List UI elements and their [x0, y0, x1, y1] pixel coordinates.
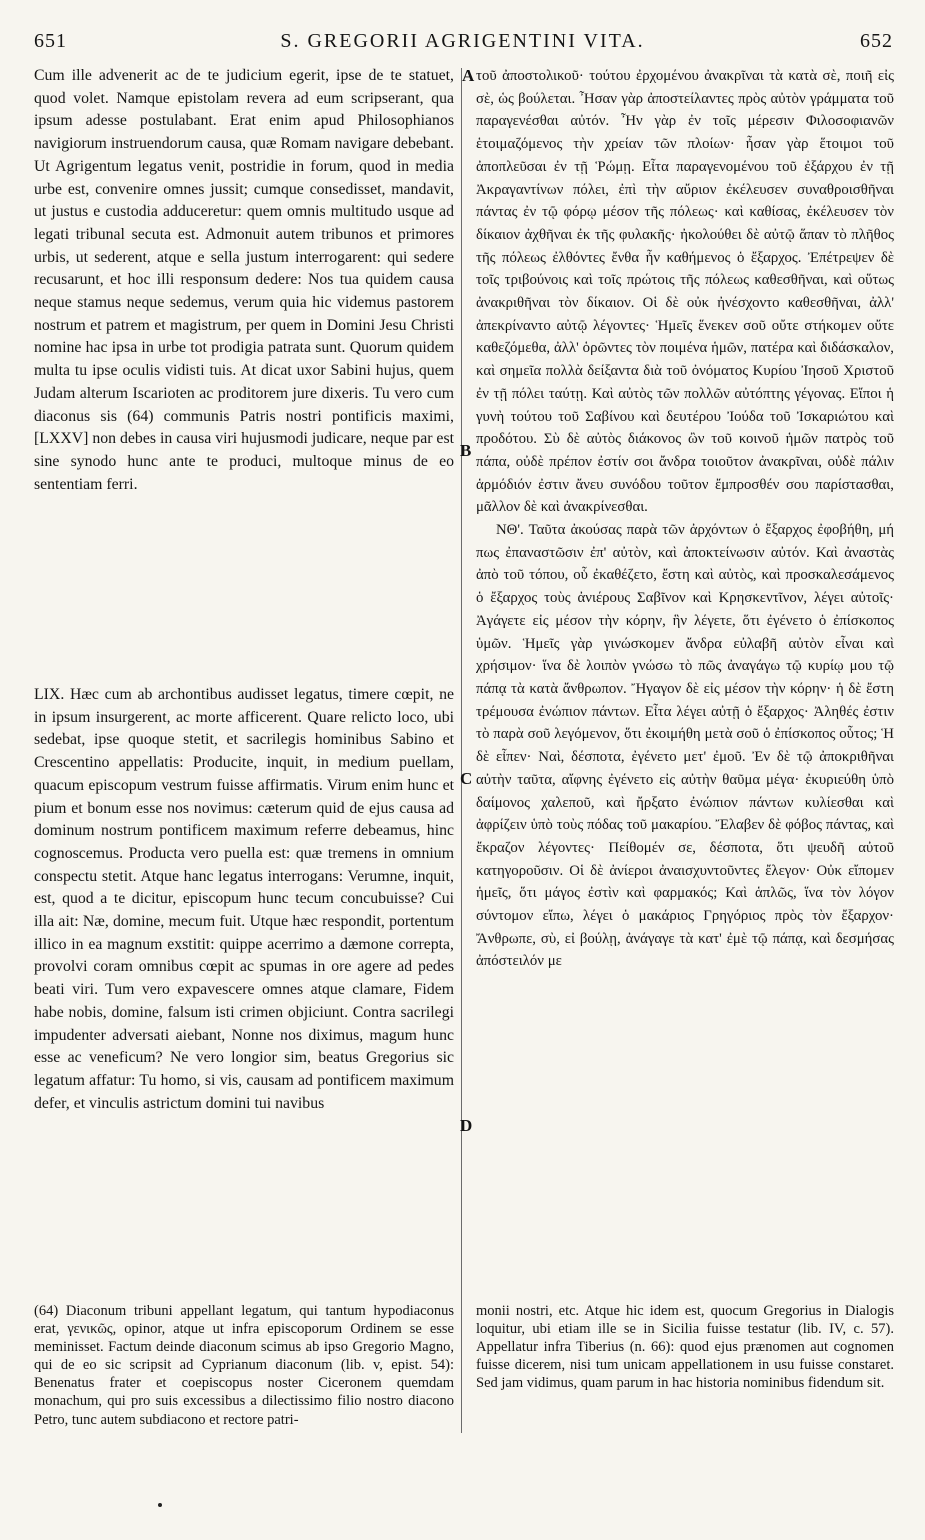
greek-column: [476, 65, 894, 973]
margin-mark-d: D: [460, 1116, 473, 1135]
footnote-left: [34, 1302, 454, 1429]
footnote-right: [476, 1302, 894, 1392]
latin-column-top: [34, 65, 454, 496]
latin-paragraph: Cum ille advenerit ac de te judicium egerit, ipse de te statuet, quod volet. Namque epistolam revera ad eum scripserant, qua ipsum adesse postulabant. Erat enim apud Philosophianos navigiorum instruendorum causa, quæ Romam navigare debebant. Ut Agrigentum legatus venit, postridie in forum, quod in media urbe est, convenire omnes jussit; cumque consedisset, mandavit, ut justus e custodia adduceretur: quem omnis multitudo usque ad legati tribunal secuta est. Admonuit autem tribunos et primores urbis, ut sederent, atque e sella justum interrogarent: qui sedere recusarunt, et hoc illi responsum dedere: Nos tua quidem causa neque stamus neque sedemus, verum quia hic videmus pastorem nostrum et patrem et magistrum, per quem in Domini Jesu Christi nomine hac ipsa in urbe tot prodigia patrata sunt. Quorum quidem multa tu ipse oculis vidisti tuis. At dicat uxor Sabini hujus, quem Judam alterum Iscarioten ac proditorem jure dixeris. Tu vero cum diaconus sis (64) communis Patris nostri pontificis maximi, [LXXV] non debes in causa viri hujusmodi judicare, neque par est sine synodo hunc ante te produci, multoque minus de eo sententiam ferri.: [34, 67, 454, 493]
page-number-right: 652: [860, 30, 893, 52]
footnote-text-right: monii nostri, etc. Atque hic idem est, quocum Gregorius in Dialogis loquitur, ubi etiam ille se in Sicilia fuisse testatur (lib. IV, c. 57). Appellatur infra Tiberius (n. 66): quod ejus prænomen aut cognomen fuisse dicerem, nisi tum unicam appellationem in usu fuisse constaret. Sed jam vidimus, quam parum in hac historia nominibus fidendum sit.: [476, 1303, 894, 1392]
running-title: S. GREGORII AGRIGENTINI VITA.: [280, 30, 645, 52]
margin-mark-a: A: [462, 66, 475, 85]
greek-paragraph: τοῦ ἀποστολικοῦ· τούτου ἐρχομένου ἀνακρῖναι τὰ κατὰ σὲ, ποιῆ εἰς σὲ, ὡς βούλεται. Ἦσαν γὰρ ἀποστείλαντες πρὸς αὐτὸν γράμματα τοῦ παραγενέσθαι αὐτόν. Ἦν γὰρ ἐν τοῖς μέρεσιν Φιλοσοφιανῶν ἑτοιμαζόμενος τὴν χρείαν τῶν πλοίων· ἦσαν γὰρ ἕτοιμοι τοῦ ἀποπλεῦσαι ἐν τῇ Ῥώμῃ. Εἶτα παραγενομένου τοῦ ἐξάρχου ἐν τῇ Ἀκραγαντίνων πόλει, ἐπὶ τὴν αὔριον ἐκέλευσεν συναθροισθῆναι πάντας ἐν τῷ φόρῳ μέσον τῆς πόλεως· καὶ καθίσας, ἐκέλευσεν τὸν δίκαιον ἀχθῆναι ἐκ τῆς φυλακῆς· ἠκολούθει δὲ αὐτῷ ἅπαν τὸ πλῆθος τῆς πόλεως ἐλθόντες ἔνθα ἦν καθήμενος ὁ ἔξαρχος. Ἐπέτρεψεν δὲ τοῖς τριβούνοις καὶ τοῖς πρώτοις τῆς πόλεως καθεσθῆναι, καὶ οὕτως ἀνακριθῆναι τὸν δίκαιον. Οἱ δὲ οὐκ ἠνέσχοντο καθεσθῆναι, ἀλλ' ἀπεκρίναντο αὐτῷ λέγοντες· Ἡμεῖς ἕνεκεν σοῦ οὔτε στήκομεν οὔτε καθεζόμεθα, ἀλλ' ὁρῶντες τὸν ποιμένα ἡμῶν, πατέρα καὶ διδάσκαλον, καὶ σημεῖα πολλὰ δείξαντα διὰ τοῦ ὀνόματος Κυρίου Ἰησοῦ Χριστοῦ ἐν τῇ πόλει ταύτῃ. Καὶ αὐτὸς τῶν πολλῶν αὐτόπτης γέγονας. Εἴποι ἡ γυνὴ τούτου τοῦ Σαβίνου καὶ δευτέρου Ἰούδα τοῦ Ἰσκαριώτου καὶ προδότου. Σὺ δὲ αὐτὸς διάκονος ὢν τοῦ κοινοῦ ἡμῶν πατρὸς τοῦ πάπα, οὐδὲ πρέπον ἐστίν σοι ἄνδρα τοιοῦτον ἀνακρῖναι, οὐδὲ πάλιν ἁρμόδιόν ἐστιν ἄνευ συνόδου τοῦτον ἔμπροσθέν σου παρίστασθαι, μᾶλλον δὲ καὶ ἀνακρίνεσθαι.: [476, 68, 894, 516]
latin-paragraph-lix: LIX. Hæc cum ab archontibus audisset legatus, timere cœpit, ne in ipsum insurgerent, ac morte afficerent. Quare relicto loco, ubi sedebat, ipse quoque stetit, et sacrilegis hominibus Sabino et Crescentino appellatis: Producite, inquit, in medium puellam, quacum episcopum vestrum fuisse affirmatis. Virum enim hunc et pium et bonum esse nos novimus: cæterum quid de ejus causa ad dominum nostrum pontificem maximum referre debeamus, hinc cognoscemus. Producta vero puella est: quæ tremens in omnium conspectu stetit. Atque hanc legatus interrogans: Verumne, inquit, est, quod a te dicitur, episcopum hunc tecum concubuisse? Cui illa ait: Næ, domine, mecum fuit. Utque hæc respondit, portentum illico in ea magnum exstitit: quippe acerrimo a dæmone correpta, provolvi coram omnibus cœpit ac spumas in ore agere ad pedes beati viri. Tum vero expavescere omnes atque clamare, Fidem habe nobis, domine, falsum isti crimen objiciunt. Contra sacrilegi impudenter adversati aiebant, Nonne nos diximus, magum hunc esse ac veneficum? Ne vero longior sim, beatus Gregorius sic legatum affatur: Tu homo, si vis, causam ad pontificem maximum defer, et vinculis astrictum domini tui navibus: [34, 686, 454, 1112]
ink-speck: [158, 1503, 162, 1507]
margin-mark-c: C: [460, 769, 473, 788]
column-divider: [461, 68, 462, 1433]
margin-mark-b: B: [460, 441, 472, 460]
greek-paragraph-nth: ΝΘ'. Ταῦτα ἀκούσας παρὰ τῶν ἀρχόντων ὁ ἔξαρχος ἐφοβήθη, μή πως ἐπαναστῶσιν ἐπ' αὐτὸν, καὶ ἀποκτείνωσιν αὐτόν. Καὶ ἀναστὰς ἀπὸ τοῦ τόπου, οὗ ἐκαθέζετο, ἔστη καὶ αὐτὸς, καὶ προσκαλεσάμενος ὁ ἔξαρχος τοὺς ἀνιέρους Σαβῖνον καὶ Κρησκεντῖνον, λέγει αὐτοῖς· Ἀγάγετε εἰς μέσον τὴν κόρην, ἣν λέγετε, ὅτι ἐγένετο ὁ ἐπίσκοπος ὑμῶν. Ἡμεῖς γὰρ γινώσκομεν ἄνδρα εὐλαβῆ αὐτὸν εἶναι καὶ χρήσιμον· ἵνα δὲ λοιπὸν γνώσω τὸ πῶς ἀναγάγω τῷ κυρίῳ μου τῷ πάπᾳ τὰ κατὰ ἄνθρωπον. Ἤγαγον δὲ εἰς μέσον τὴν κόρην· ἡ δὲ ἔστη τρέμουσα ἐνώπιον πάντων. Εἶτα λέγει αὐτῇ ὁ ἔξαρχος· Ἀληθές ἐστιν τὸ παρὰ σοῦ λεγόμενον, ὅτι ἐκοιμήθη μετὰ σοῦ ὁ ἐπίσκοπος οὗτος; Ἡ δὲ εἶπεν· Ναὶ, δέσποτα, ἐγένετο μετ' ἐμοῦ. Ἐν δὲ τῷ ἀποκριθῆναι αὐτὴν ταῦτα, αἴφνης ἐγένετο εἰς αὐτὴν θαῦμα μέγα· ἐκυριεύθη ὑπὸ δαίμονος χαλεποῦ, καὶ ἤρξατο ἐνώπιον πάντων κυλίεσθαι καὶ ἀφρίζειν ὑπὸ τοὺς πόδας τοῦ μακαρίου. Ἔλαβεν δὲ φόβος πάντας, καὶ ἔκραζον λέγοντες· Πείθομέν σε, δέσποτα, ὅτι ψευδῆ αὐτοῦ κατηγοροῦσιν. Οἱ δὲ ἀνίεροι ἀναισχυντοῦντες ἔλεγον· Οὐκ εἴπομεν ἡμεῖς, ὅτι μάγος ἐστὶν καὶ φαρμακός; Καὶ ἁπλῶς, ἵνα τὸν λόγον σύντομον εἴπω, λέγει ὁ μακάριος Γρηγόριος πρὸς τὸν ἔξαρχον· Ἄνθρωπε, σὺ, εἰ βούλῃ, ἀνάγαγε τὰ κατ' ἐμὲ τῷ πάπᾳ, καὶ δεσμήσας ἀπόστειλόν με: [476, 522, 894, 970]
footnote-text-left: (64) Diaconum tribuni appellant legatum, qui tantum hypodiaconus erat, γενικῶς, opinor, atque ut infra episcoporum Ordinem se esse meminisset. Factum deinde diaconum scimus ab ipso Gregorio Magno, qui de eo sic scripsit ad Cyprianum diaconum (lib. v, epist. 54): Benenatus frater et coepiscopus noster Ciceronem quemdam monachum, qui pro suis excessibus a dilectissimo filio nostro diacono Petro, tunc autem subdiacono et rectore patri-: [34, 1303, 454, 1428]
latin-column-bottom: [34, 684, 454, 1115]
page-number-left: 651: [34, 30, 67, 52]
